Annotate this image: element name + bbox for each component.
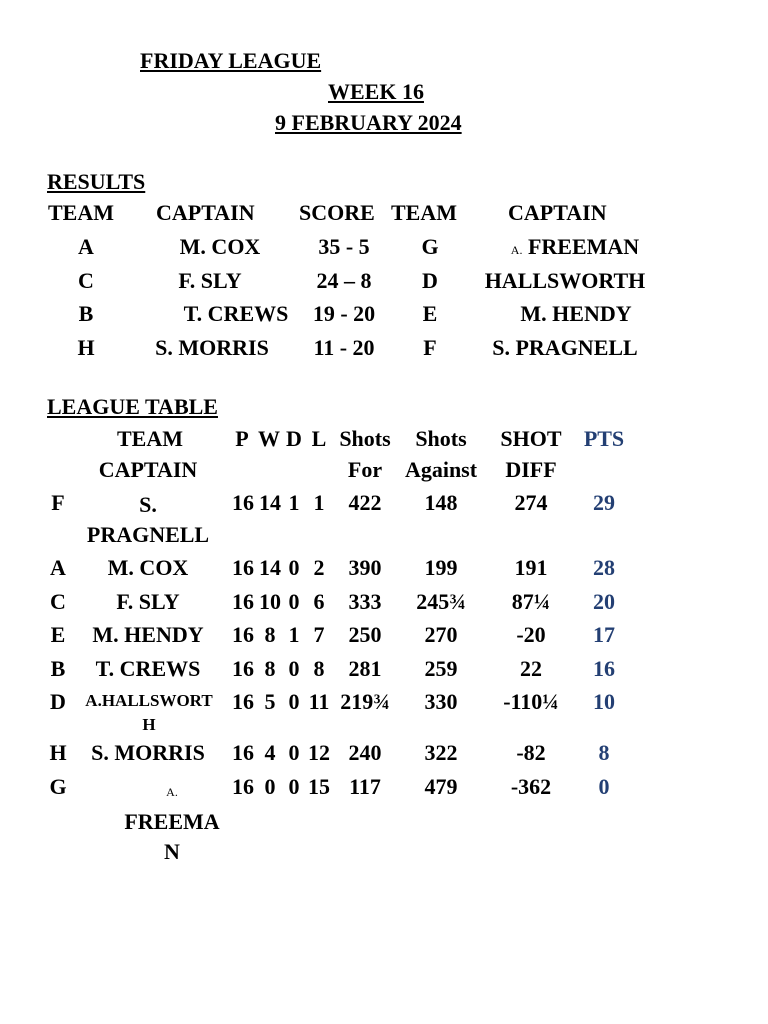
row-shots-for: 240 xyxy=(348,740,382,765)
result-captain2: S. PRAGNELL xyxy=(492,335,638,360)
result-captain2: HALLSWORTH xyxy=(484,268,646,293)
row-shot-diff: 87¼ xyxy=(511,589,551,614)
col-lost: L xyxy=(311,426,327,451)
date-label: 9 FEBRUARY 2024 xyxy=(275,110,462,135)
row-drawn: 1 xyxy=(288,490,300,515)
row-points: 29 xyxy=(593,490,615,515)
result-team1: A xyxy=(78,234,94,259)
row-shot-diff: -362 xyxy=(510,774,552,799)
row-captain xyxy=(102,774,242,867)
row-shots-for: 422 xyxy=(348,490,382,515)
row-points: 8 xyxy=(598,740,610,765)
captain-line: A.HALLSWORT xyxy=(85,691,213,710)
row-team: C xyxy=(50,589,66,614)
row-shots-against: 330 xyxy=(424,689,458,714)
row-shots-against: 479 xyxy=(424,774,458,799)
row-captain xyxy=(70,689,228,737)
row-played: 16 xyxy=(232,622,254,647)
league-title: FRIDAY LEAGUE xyxy=(140,48,322,73)
row-team: H xyxy=(49,740,67,765)
row-shots-against: 322 xyxy=(424,740,458,765)
row-drawn: 0 xyxy=(288,740,300,765)
col-points: PTS xyxy=(583,426,625,451)
result-captain2: M. HENDY xyxy=(520,301,632,326)
week-label: WEEK 16 xyxy=(328,79,424,104)
result-team2: F xyxy=(423,335,437,360)
result-team2: G xyxy=(421,234,439,259)
row-shots-against: 245¾ xyxy=(416,589,466,614)
row-lost: 15 xyxy=(308,774,330,799)
row-lost: 11 xyxy=(308,689,330,714)
col-shots-for-sub: For xyxy=(347,457,383,482)
row-lost: 2 xyxy=(313,555,325,580)
row-shots-for: 333 xyxy=(348,589,382,614)
row-lost: 7 xyxy=(313,622,325,647)
row-team: G xyxy=(49,774,67,799)
captain-surname: FREEMAN xyxy=(527,234,640,259)
row-won: 14 xyxy=(259,490,281,515)
captain-initial: A. xyxy=(510,243,523,257)
row-shots-for: 390 xyxy=(348,555,382,580)
row-team: A xyxy=(50,555,66,580)
col-shots-against: Shots xyxy=(415,426,467,451)
result-score: 19 - 20 xyxy=(312,301,376,326)
col-captain: CAPTAIN xyxy=(98,457,198,482)
league-table-title: LEAGUE TABLE xyxy=(47,394,218,419)
row-captain: S. MORRIS xyxy=(91,740,205,765)
row-played: 16 xyxy=(232,774,254,799)
row-captain: M. COX xyxy=(107,555,189,580)
result-team1: C xyxy=(78,268,94,293)
row-lost: 8 xyxy=(313,656,325,681)
col-shot-diff-sub: DIFF xyxy=(505,457,557,482)
result-team1: B xyxy=(78,301,94,326)
row-lost: 1 xyxy=(313,490,325,515)
row-captain: M. HENDY xyxy=(92,622,204,647)
row-shot-diff: -20 xyxy=(516,622,546,647)
row-team: F xyxy=(51,490,65,515)
col-drawn: D xyxy=(286,426,302,451)
col-played: P xyxy=(235,426,249,451)
row-shot-diff: 22 xyxy=(520,656,542,681)
row-points: 17 xyxy=(593,622,615,647)
row-played: 16 xyxy=(232,656,254,681)
row-points: 20 xyxy=(593,589,615,614)
row-shots-against: 259 xyxy=(424,656,458,681)
row-points: 16 xyxy=(593,656,615,681)
row-drawn: 0 xyxy=(288,589,300,614)
row-shot-diff: 191 xyxy=(514,555,548,580)
row-team: E xyxy=(50,622,66,647)
result-captain1: T. CREWS xyxy=(183,301,289,326)
row-won: 5 xyxy=(264,689,276,714)
col-shots-against-sub: Against xyxy=(404,457,478,482)
row-shot-diff: -110¼ xyxy=(503,689,559,714)
row-won: 8 xyxy=(264,622,276,647)
row-won: 4 xyxy=(264,740,276,765)
captain-line: FREEMA xyxy=(124,809,220,834)
row-played: 16 xyxy=(232,555,254,580)
row-points: 10 xyxy=(593,689,615,714)
row-shots-for: 219¾ xyxy=(340,689,390,714)
row-won: 8 xyxy=(264,656,276,681)
row-drawn: 0 xyxy=(288,689,300,714)
result-captain1: F. SLY xyxy=(178,268,242,293)
col-captain-2: CAPTAIN xyxy=(508,200,607,225)
row-lost: 6 xyxy=(313,589,325,614)
row-shots-against: 148 xyxy=(424,490,458,515)
result-score: 35 - 5 xyxy=(318,234,370,259)
row-shots-for: 281 xyxy=(348,656,382,681)
row-team: D xyxy=(50,689,66,714)
captain-line: N xyxy=(164,839,180,864)
row-shots-against: 270 xyxy=(424,622,458,647)
result-captain1: M. COX xyxy=(179,234,261,259)
captain-line: A. xyxy=(166,785,178,799)
row-drawn: 0 xyxy=(288,774,300,799)
row-played: 16 xyxy=(232,740,254,765)
row-points: 0 xyxy=(598,774,610,799)
col-shots-for: Shots xyxy=(339,426,391,451)
row-captain xyxy=(78,490,218,550)
col-shot-diff: SHOT xyxy=(500,426,562,451)
row-shot-diff: -82 xyxy=(516,740,546,765)
row-played: 16 xyxy=(232,589,254,614)
result-captain1: S. MORRIS xyxy=(155,335,269,360)
col-won: W xyxy=(258,426,280,451)
captain-line: H xyxy=(142,715,156,734)
result-team1: H xyxy=(77,335,95,360)
row-drawn: 1 xyxy=(288,622,300,647)
row-captain: F. SLY xyxy=(116,589,180,614)
row-captain: T. CREWS xyxy=(95,656,201,681)
row-played: 16 xyxy=(232,689,254,714)
row-shots-for: 250 xyxy=(348,622,382,647)
captain-line: PRAGNELL xyxy=(86,522,210,547)
row-drawn: 0 xyxy=(288,555,300,580)
results-title: RESULTS xyxy=(47,169,146,194)
col-captain: CAPTAIN xyxy=(156,200,255,225)
row-won: 14 xyxy=(259,555,281,580)
result-team2: D xyxy=(422,268,438,293)
row-played: 16 xyxy=(232,490,254,515)
row-drawn: 0 xyxy=(288,656,300,681)
result-captain2 xyxy=(470,234,680,260)
row-team: B xyxy=(50,656,66,681)
row-points: 28 xyxy=(593,555,615,580)
result-score: 11 - 20 xyxy=(313,335,375,360)
result-score: 24 – 8 xyxy=(316,268,372,293)
row-shots-for: 117 xyxy=(349,774,381,799)
row-lost: 12 xyxy=(308,740,330,765)
row-shots-against: 199 xyxy=(424,555,458,580)
row-won: 10 xyxy=(259,589,281,614)
row-shot-diff: 274 xyxy=(514,490,548,515)
result-team2: E xyxy=(422,301,438,326)
row-won: 0 xyxy=(264,774,276,799)
col-team: TEAM xyxy=(48,200,114,225)
captain-line: S. xyxy=(139,492,157,517)
col-team: TEAM xyxy=(117,426,183,451)
col-score: SCORE xyxy=(299,200,375,225)
col-team-2: TEAM xyxy=(391,200,457,225)
